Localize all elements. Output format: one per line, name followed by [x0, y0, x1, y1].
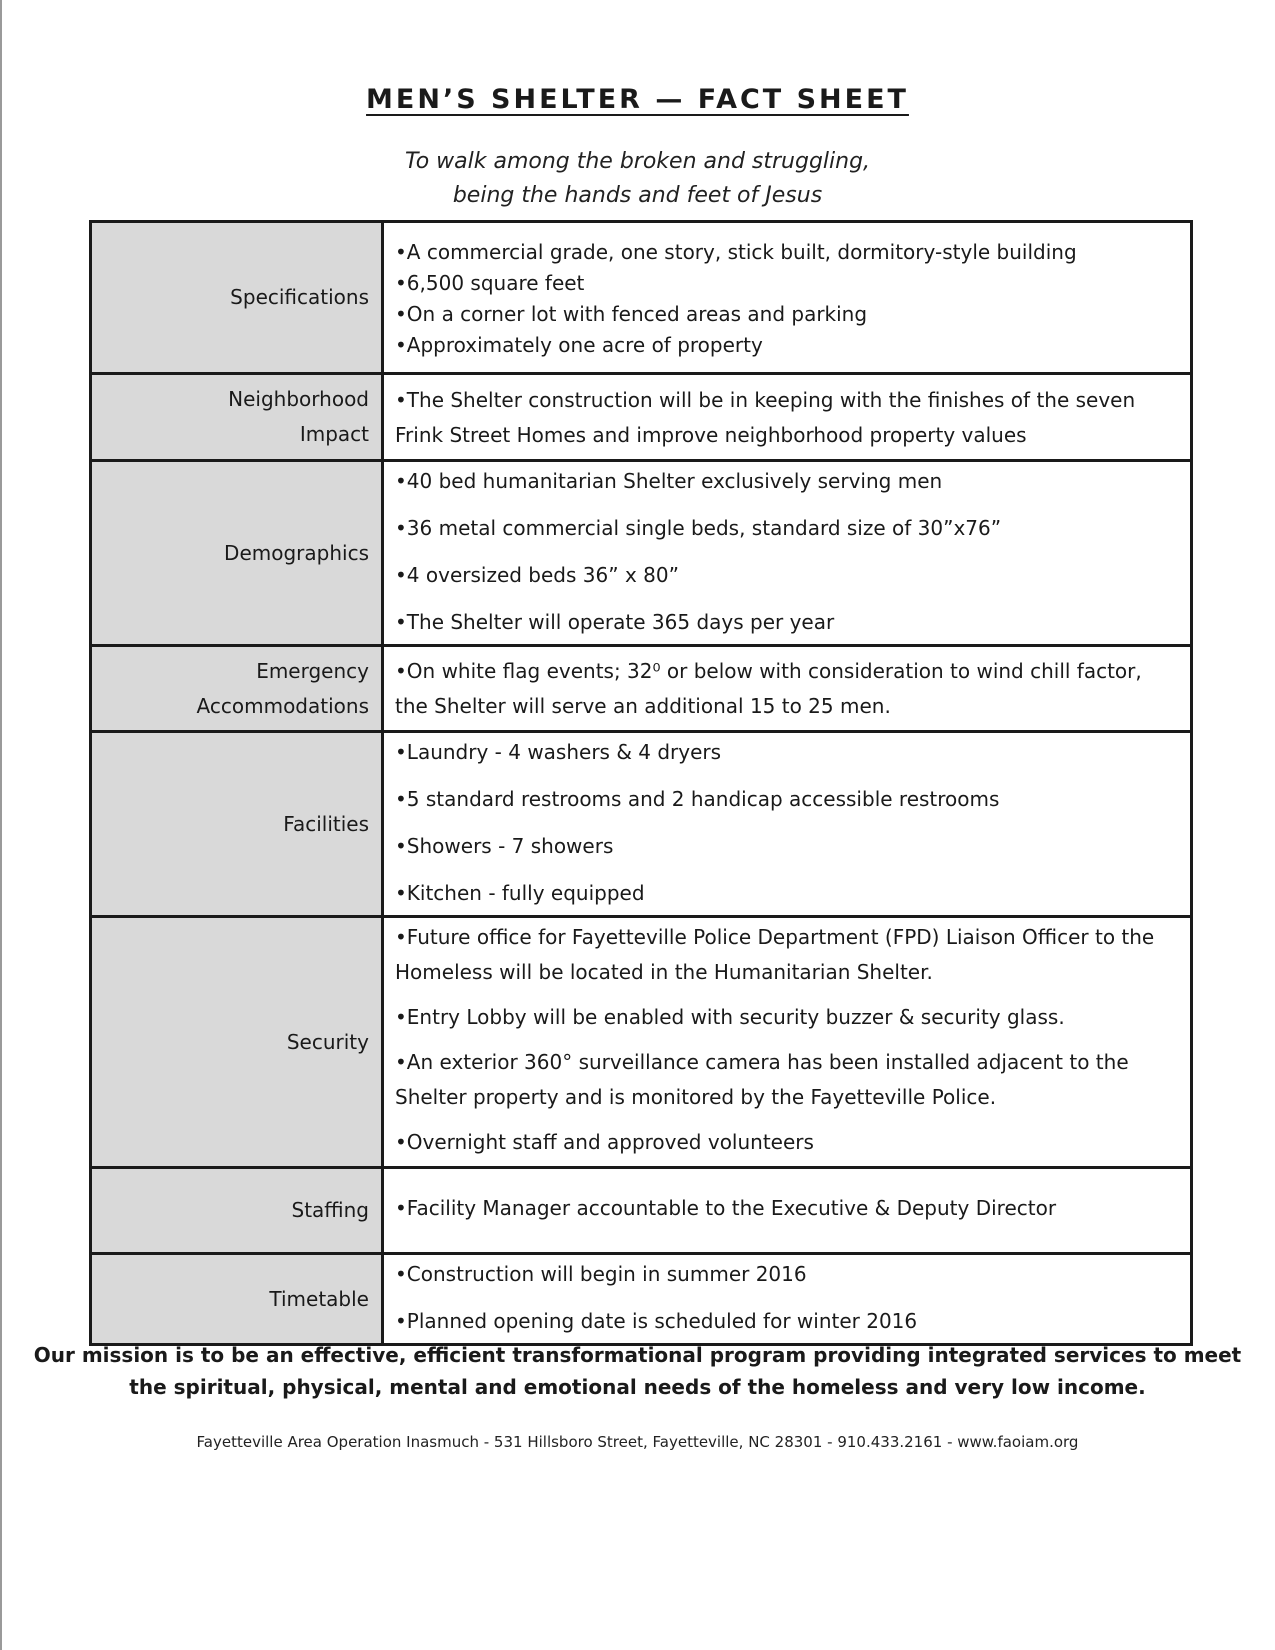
- list-item: •Facility Manager accountable to the Executive & Deputy Director: [395, 1196, 1057, 1220]
- list-item: •Kitchen - fully equipped: [395, 881, 645, 905]
- row-label: Specifications: [91, 222, 383, 374]
- row-label: Security: [91, 917, 383, 1168]
- list-item: •Showers - 7 showers: [395, 834, 614, 858]
- list-item: •An exterior 360° surveillance camera has been installed adjacent to the Shelter property and is monitored by the Fayetteville Police.: [395, 1050, 1129, 1109]
- page-title: MEN’S SHELTER — FACT SHEET: [366, 84, 909, 115]
- row-content: [383, 461, 1192, 646]
- row-label: Neighborhood Impact: [91, 374, 383, 461]
- list-item: •4 oversized beds 36” x 80”: [395, 563, 679, 587]
- row-content: [383, 1254, 1192, 1345]
- row-facilities: [91, 732, 1192, 917]
- row-security: [91, 917, 1192, 1168]
- row-label: Facilities: [91, 732, 383, 917]
- list-item: •Overnight staff and approved volunteers: [395, 1130, 814, 1154]
- row-content: [383, 732, 1192, 917]
- list-item: •The Shelter construction will be in keeping with the finishes of the seven Frink Street Homes and improve neighborhood property values: [395, 388, 1136, 447]
- row-demographics: [91, 461, 1192, 646]
- row-label: Staffing: [91, 1168, 383, 1254]
- mission-line-1: Our mission is to be an effective, efficient transformational program providing integrated services to meet: [33, 1343, 1242, 1367]
- row-emergency-accommodations: [91, 646, 1192, 732]
- list-item: •Construction will begin in summer 2016: [395, 1262, 807, 1286]
- row-label: Timetable: [91, 1254, 383, 1345]
- row-label: Emergency Accommodations: [91, 646, 383, 732]
- row-content: [383, 1168, 1192, 1254]
- list-item: •Entry Lobby will be enabled with security buzzer & security glass.: [395, 1005, 1065, 1029]
- list-item: •Planned opening date is scheduled for winter 2016: [395, 1309, 918, 1333]
- list-item: •A commercial grade, one story, stick built, dormitory-style building: [395, 240, 1077, 264]
- footer-contact: Fayetteville Area Operation Inasmuch - 531 Hillsboro Street, Fayetteville, NC 28301 - 910.433.2161 - www.faoiam.org: [196, 1433, 1079, 1451]
- list-item: •On a corner lot with fenced areas and parking: [395, 302, 868, 326]
- row-staffing: [91, 1168, 1192, 1254]
- subtitle-line-2: being the hands and feet of Jesus: [452, 183, 823, 208]
- list-item: •5 standard restrooms and 2 handicap accessible restrooms: [395, 787, 1000, 811]
- list-item: •Laundry - 4 washers & 4 dryers: [395, 740, 722, 764]
- row-content: [383, 222, 1192, 374]
- title-wrap: [0, 84, 1275, 115]
- row-specifications: [91, 222, 1192, 374]
- subtitle: [0, 145, 1275, 213]
- list-item: •36 metal commercial single beds, standard size of 30”x76”: [395, 516, 1002, 540]
- mission-statement: [0, 1339, 1275, 1403]
- row-timetable: [91, 1254, 1192, 1345]
- list-item: •Approximately one acre of property: [395, 333, 763, 357]
- list-item: •40 bed humanitarian Shelter exclusively serving men: [395, 469, 943, 493]
- row-label: Demographics: [91, 461, 383, 646]
- row-neighborhood-impact: [91, 374, 1192, 461]
- fact-table: [89, 220, 1193, 1346]
- list-item: •The Shelter will operate 365 days per year: [395, 610, 835, 634]
- list-item: •6,500 square feet: [395, 271, 585, 295]
- row-content: [383, 646, 1192, 732]
- row-content: [383, 374, 1192, 461]
- list-item: •Future office for Fayetteville Police Department (FPD) Liaison Officer to the Homeless will be located in the Humanitarian Shelter.: [395, 925, 1155, 984]
- mission-line-2: the spiritual, physical, mental and emotional needs of the homeless and very low income.: [129, 1375, 1146, 1399]
- row-content: [383, 917, 1192, 1168]
- subtitle-line-1: To walk among the broken and struggling,: [404, 149, 871, 174]
- list-item: •On white flag events; 32⁰ or below with consideration to wind chill factor, the Shelter will serve an additional 15 to 25 men.: [395, 659, 1142, 718]
